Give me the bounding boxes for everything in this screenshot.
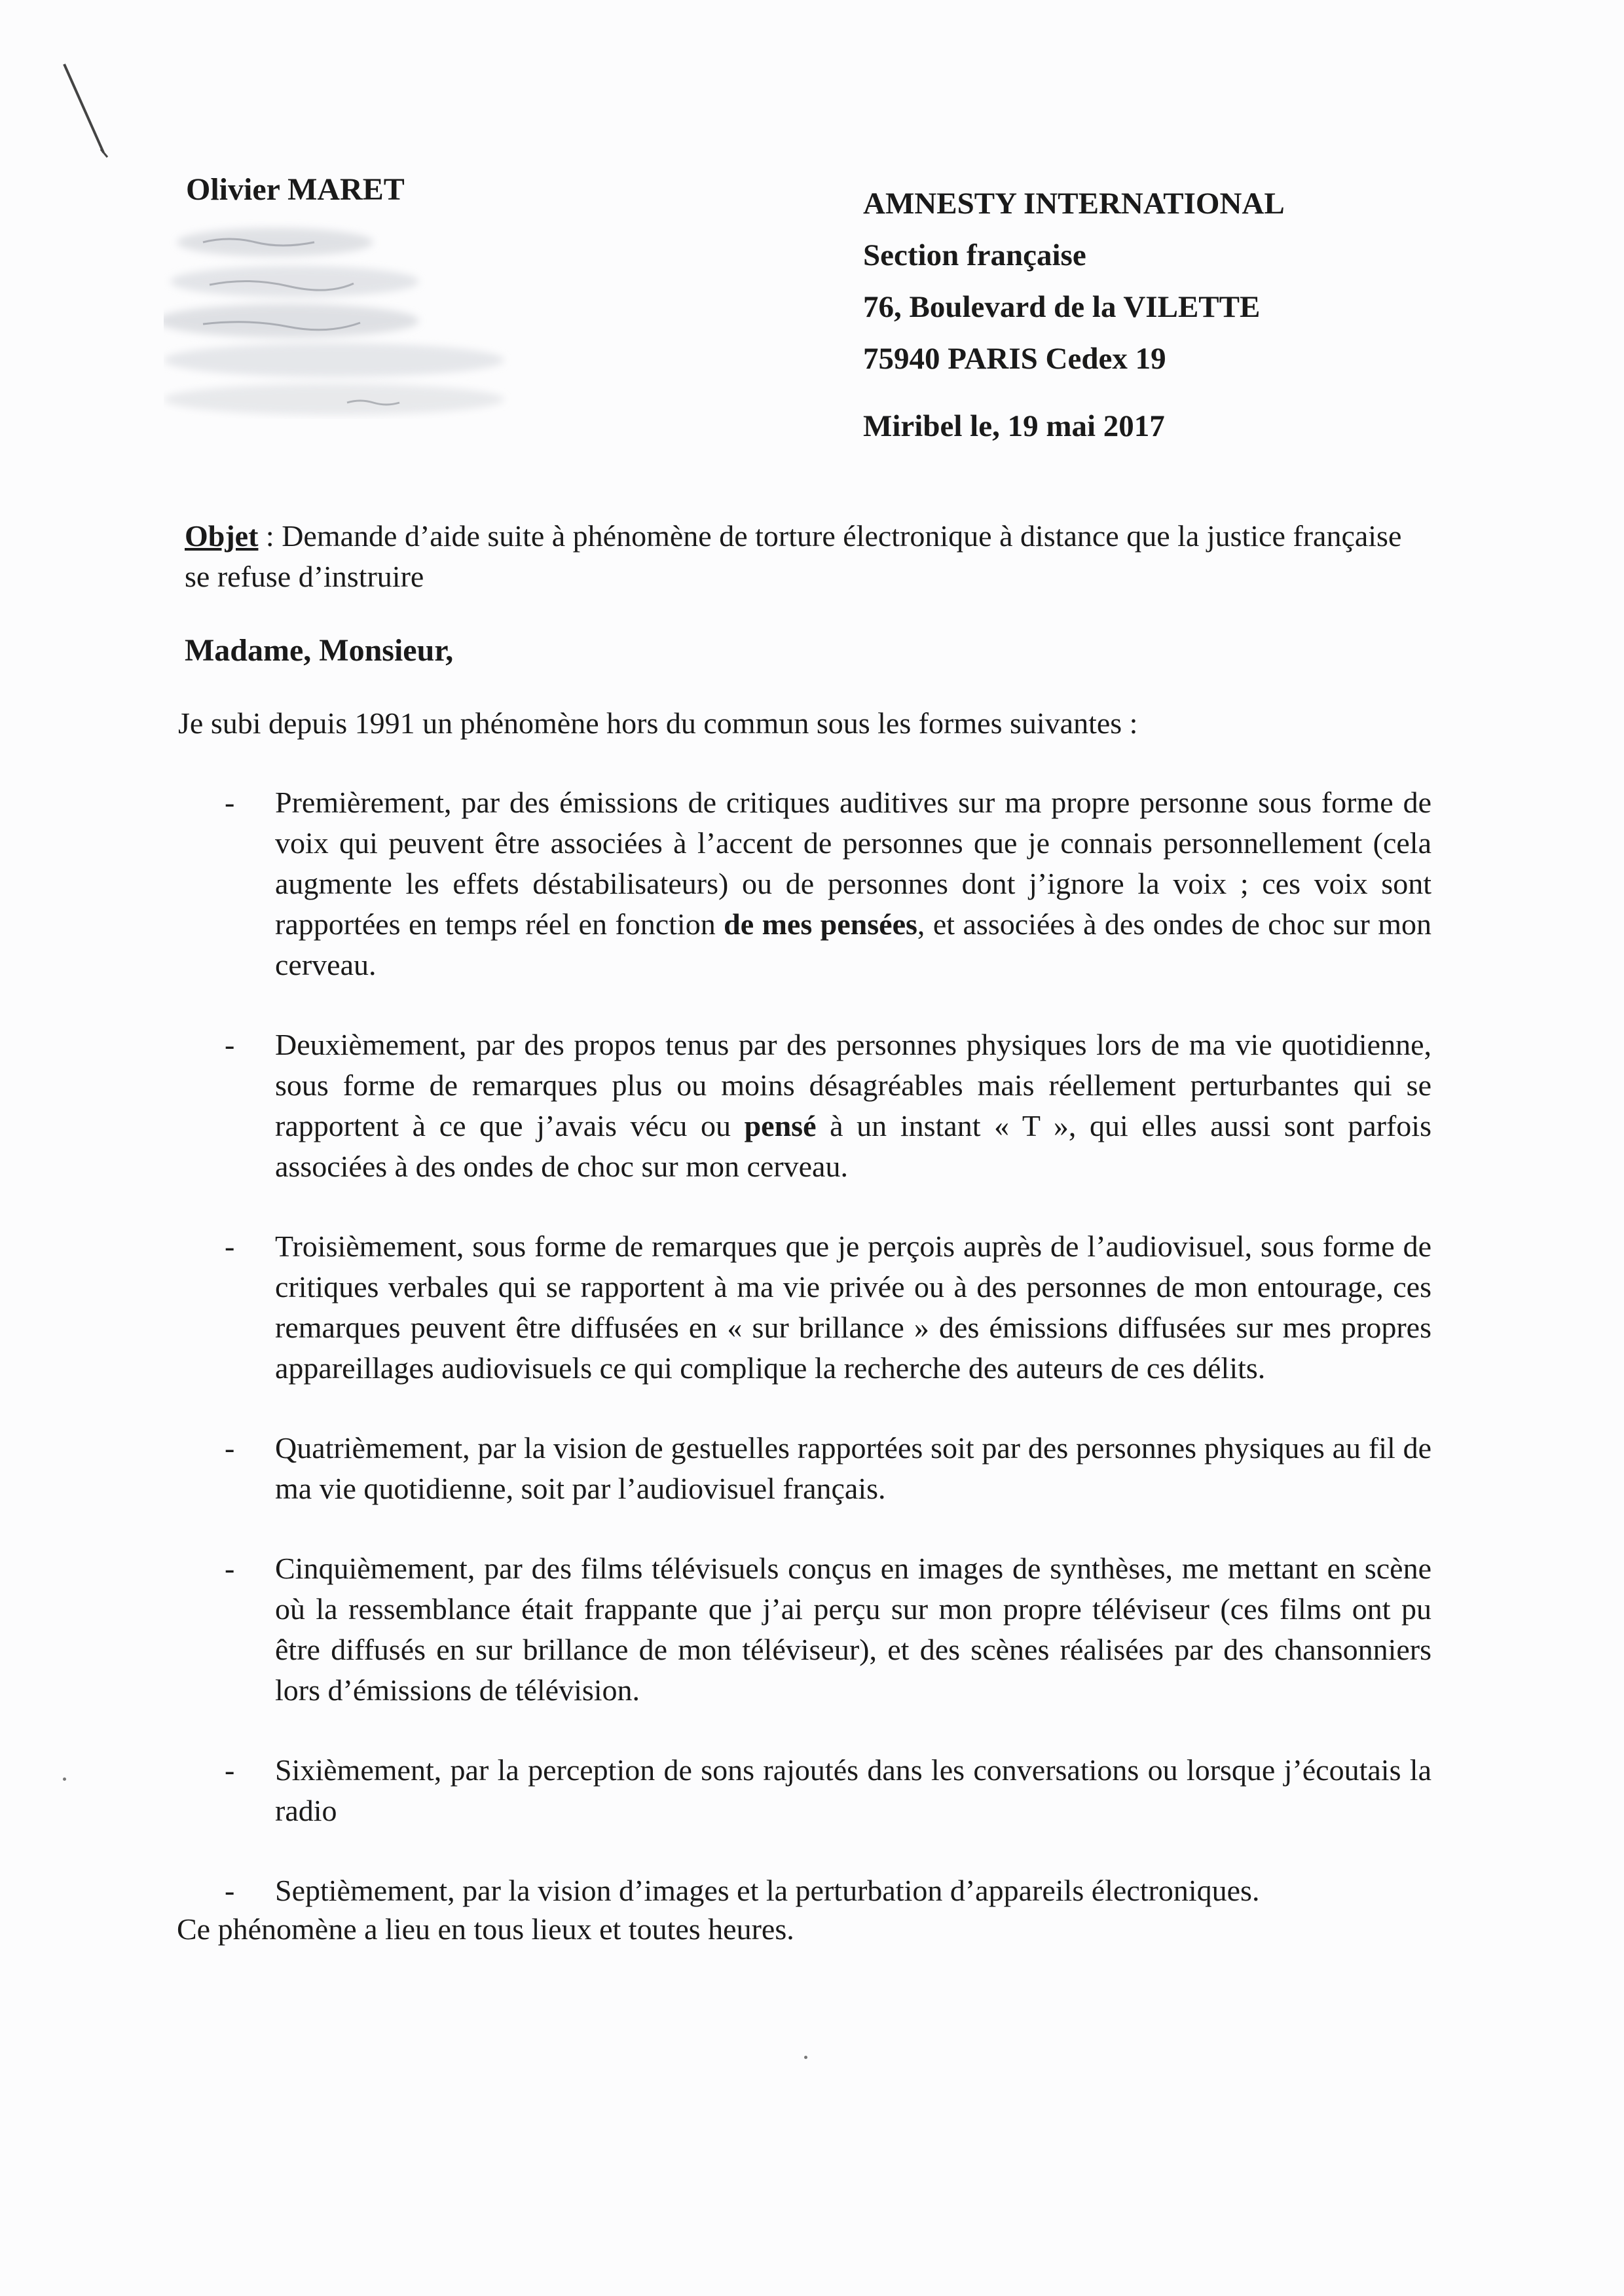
item-text: Sixièmement, par la perception de sons rajoutés dans les conversations ou lorsque j’écoutais la radio (275, 1753, 1431, 1827)
letter-date: Miribel le, 19 mai 2017 (863, 409, 1165, 443)
item-text: Cinquièmement, par des films télévisuels conçus en images de synthèses, me mettant en scène où la ressemblance était frappante que j’ai perçu sur mon propre téléviseur (ces films ont pu être diffusés en sur brillance de mon téléviseur), et des scènes réalisées par des chansonniers lors d’émissions de télévision. (275, 1552, 1431, 1707)
item-text: Quatrièmement, par la vision de gestuelles rapportées soit par des personnes physiques au fil de ma vie quotidienne, soit par l’audiovisuel français. (275, 1431, 1431, 1505)
recipient-line: 75940 PARIS Cedex 19 (863, 342, 1166, 376)
scan-speck (804, 2056, 807, 2059)
redacted-address (164, 216, 517, 419)
recipient-address (863, 178, 1285, 385)
item-text: à un instant « T », qui elles aussi sont parfois associées à des ondes de choc sur mon cerveau. (275, 1109, 1431, 1183)
phenomena-list (227, 782, 1431, 1950)
item-text: Septièmement, par la vision d’images et la perturbation d’appareils électroniques. (275, 1874, 1260, 1907)
item-emphasis: pensé (744, 1109, 817, 1142)
scan-speck (63, 1777, 66, 1781)
greeting: Madame, Monsieur, (185, 633, 454, 668)
recipient-line: Section française (863, 238, 1086, 272)
item-text: Premièrement, par des émissions de critiques auditives sur ma propre personne sous forme de voix qui peuvent être associées à l’accent de personnes que je connais personnellement (cela augmente les effets déstabilisateurs) ou de personnes dont j’ignore la voix ; ces voix sont rapportées en temps réel en fonction (275, 786, 1431, 941)
intro-paragraph: Je subi depuis 1991 un phénomène hors du commun sous les formes suivantes : (178, 706, 1138, 740)
letter-subject (185, 516, 1429, 597)
subject-label: Objet (185, 519, 259, 553)
item-text: Deuxièmement, par des propos tenus par des personnes physiques lors de ma vie quotidienne, sous forme de remarques plus ou moins désagréables mais réellement perturbantes qui se rapportent à ce que j’avais vécu ou (275, 1028, 1431, 1142)
item-text: , et associées à des ondes de choc sur mon cerveau. (275, 907, 1432, 981)
item-text: Troisièmement, sous forme de remarques que je perçois auprès de l’audiovisuel, sous forme de critiques verbales qui se rapportent à ma vie privée ou à des personnes de mon entourage, ces remarques peuvent être diffusées en « sur brillance » des émissions diffusées sur mes propres appareillages audiovisuels ce qui complique la recherche des auteurs de ces délits. (275, 1230, 1431, 1385)
bullet-dash: - (225, 1431, 235, 1465)
bullet-dash: - (225, 1230, 235, 1263)
bullet-dash: - (225, 1028, 235, 1061)
list-item (227, 1750, 1431, 1831)
list-item (227, 1870, 1431, 1911)
bullet-dash: - (225, 1552, 235, 1585)
list-item (227, 1428, 1431, 1509)
list-item (227, 782, 1431, 985)
bullet-dash: - (225, 786, 235, 819)
closing-paragraph: Ce phénomène a lieu en tous lieux et toutes heures. (177, 1912, 794, 1946)
list-item (227, 1226, 1431, 1389)
item-emphasis: de mes pensées (724, 907, 917, 941)
recipient-line: 76, Boulevard de la VILETTE (863, 290, 1261, 324)
bullet-dash: - (225, 1753, 235, 1787)
sender-name: Olivier MARET (186, 172, 405, 207)
bullet-dash: - (225, 1874, 235, 1907)
subject-text: : Demande d’aide suite à phénomène de torture électronique à distance que la justice française se refuse d’instruire (185, 519, 1402, 593)
recipient-line: AMNESTY INTERNATIONAL (863, 187, 1285, 221)
pen-stroke-mark (58, 58, 136, 162)
list-item (227, 1548, 1431, 1711)
list-item (227, 1025, 1431, 1187)
